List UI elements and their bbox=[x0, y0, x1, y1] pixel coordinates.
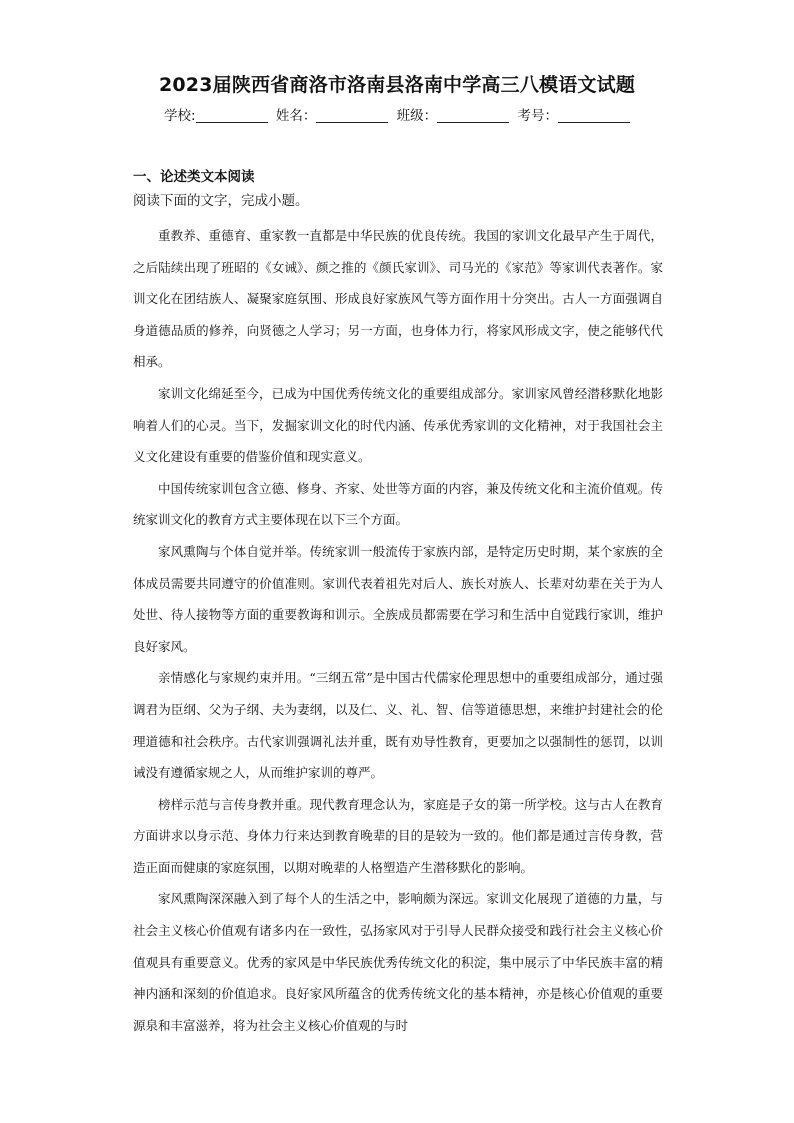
exam-number-field bbox=[517, 104, 630, 124]
paragraph: 家风熏陶与个体自觉并举。传统家训一般流传于家族内部，是特定历史时期，某个家族的全体成员需要共同遵守的价值准则。家训代表着祖先对后人、族长对族人、长辈对幼辈在关于为人处世、待人接物等方面的重要教诲和训示。全族成员都需要在学习和生活中自觉践行家训，维护良好家风。 bbox=[133, 543, 663, 654]
class-field bbox=[397, 104, 510, 124]
section-instruction: 阅读下面的文字，完成小题。 bbox=[133, 193, 309, 209]
reading-passage bbox=[133, 220, 663, 1041]
exam-number-blank[interactable] bbox=[558, 108, 630, 123]
paragraph: 重教养、重德育、重家教一直都是中华民族的优良传统。我国的家训文化最早产生于周代，之后陆续出现了班昭的《女诫》、颜之推的《颜氏家训》、司马光的《家范》等家训代表著作。家训文化在团结族人、凝聚家庭氛围、形成良好家族风气等方面作用十分突出。古人一方面强调自身道德品质的修养，向贤德之人学习；另一方面，也身体力行，将家风形成文字，使之能够代代相承。 bbox=[133, 228, 663, 370]
name-field bbox=[276, 104, 389, 124]
school-blank[interactable] bbox=[196, 108, 268, 123]
class-label: 班级： bbox=[396, 108, 438, 124]
class-blank[interactable] bbox=[437, 108, 509, 123]
paragraph: 亲情感化与家规约束并用。“三纲五常”是中国古代儒家伦理思想中的重要组成部分，通过强调君为臣纲、父为子纲、夫为妻纲，以及仁、义、礼、智、信等道德思想，来维护封建社会的伦理道德和社会秩序。古代家训强调礼法并重，既有劝导性教育，更要加之以强制性的惩罚，以训诫没有遵循家规之人，从而维护家训的尊严。 bbox=[133, 670, 663, 781]
paragraph: 榜样示范与言传身教并重。现代教育理念认为，家庭是子女的第一所学校。这与古人在教育方面讲求以身示范、身体力行来达到教育晚辈的目的是较为一致的。他们都是通过言传身教，营造正面而健康的家庭氛围，以期对晚辈的人格塑造产生潜移默化的影响。 bbox=[133, 796, 663, 875]
school-label: 学校: bbox=[164, 108, 196, 124]
page-title: 2023届陕西省商洛市洛南县洛南中学高三八模语文试题 bbox=[158, 74, 636, 96]
student-info-row bbox=[0, 104, 794, 124]
paragraph: 家风熏陶深深融入到了每个人的生活之中，影响颇为深远。家训文化展现了道德的力量，与社会主义核心价值观有诸多内在一致性，弘扬家风对于引导人民群众接受和践行社会主义核心价值观具有重要意义。优秀的家风是中华民族优秀传统文化的积淀，集中展示了中华民族丰富的精神内涵和深刻的价值追求。良好家风所蕴含的优秀传统文化的基本精神，亦是核心价值观的重要源泉和丰富滋养，将为社会主义核心价值观的与时 bbox=[133, 891, 663, 1033]
school-field bbox=[164, 104, 268, 124]
paragraph: 家训文化绵延至今，已成为中国优秀传统文化的重要组成部分。家训家风曾经潜移默化地影响着人们的心灵。当下，发掘家训文化的时代内涵、传承优秀家训的文化精神，对于我国社会主义文化建设有重要的借鉴价值和现实意义。 bbox=[133, 385, 663, 465]
paragraph: 中国传统家训包含立德、修身、齐家、处世等方面的内容，兼及传统文化和主流价值观。传统家训文化的教育方式主要体现在以下三个方面。 bbox=[133, 480, 663, 528]
exam-number-label: 考号： bbox=[517, 108, 558, 124]
name-blank[interactable] bbox=[316, 108, 388, 123]
name-label: 姓名： bbox=[275, 108, 317, 124]
section-heading: 一、论述类文本阅读 bbox=[133, 169, 255, 185]
